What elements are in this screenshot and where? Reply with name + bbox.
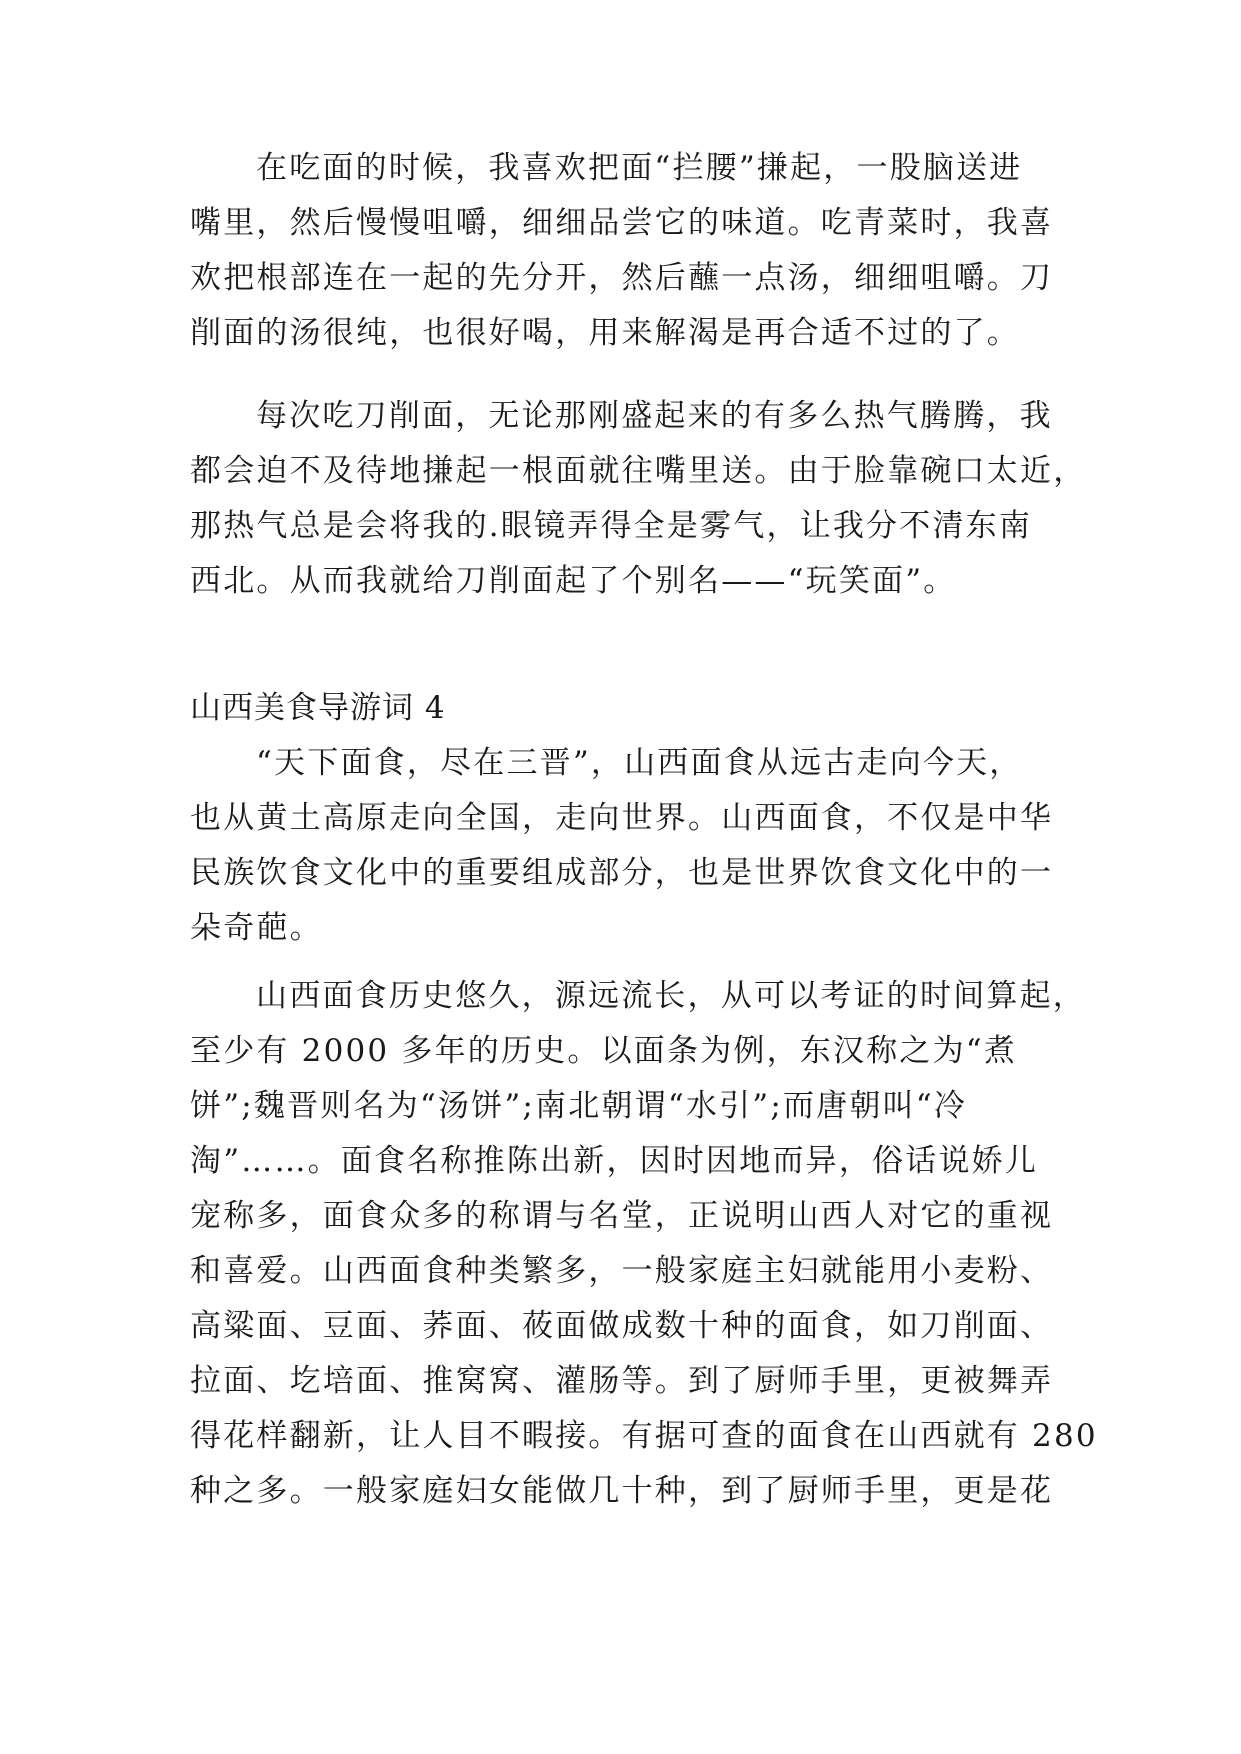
paragraph-line: 拉面、圪培面、推窝窝、灌肠等。到了厨师手里，更被舞弄 <box>190 1363 1054 1399</box>
paragraph-line: 饼”;魏晋则名为“汤饼”;南北朝谓“水引”;而唐朝叫“冷 <box>190 1088 968 1124</box>
paragraph-line: 都会迫不及待地搛起一根面就往嘴里送。由于脸靠碗口太近， <box>190 453 1087 489</box>
paragraph-line: “天下面食，尽在三晋”，山西面食从远古走向今天， <box>256 745 1023 781</box>
paragraph-line: 得花样翻新，让人目不暇接。有据可查的面食在山西就有 280 <box>190 1418 1098 1454</box>
paragraph-line: 和喜爱。山西面食种类繁多，一般家庭主妇就能用小麦粉、 <box>190 1253 1054 1289</box>
paragraph-line: 淘”……。面食名称推陈出新，因时因地而异，俗话说娇儿 <box>190 1143 1039 1179</box>
paragraph-line: 至少有 2000 多年的历史。以面条为例，东汉称之为“煮 <box>190 1033 1018 1069</box>
paragraph-line: 朵奇葩。 <box>190 910 323 946</box>
section-heading: 山西美食导游词 4 <box>190 690 446 726</box>
paragraph-line: 嘴里，然后慢慢咀嚼，细细品尝它的味道。吃青菜时，我喜 <box>190 205 1054 241</box>
paragraph-line: 高粱面、豆面、荞面、莜面做成数十种的面食，如刀削面、 <box>190 1308 1054 1344</box>
paragraph-line: 每次吃刀削面，无论那刚盛起来的有多么热气腾腾，我 <box>256 398 1053 434</box>
paragraph-line: 宠称多，面食众多的称谓与名堂，正说明山西人对它的重视 <box>190 1198 1054 1234</box>
paragraph-line: 削面的汤很纯，也很好喝，用来解渴是再合适不过的了。 <box>190 315 1020 351</box>
paragraph-line: 欢把根部连在一起的先分开，然后蘸一点汤，细细咀嚼。刀 <box>190 260 1054 296</box>
paragraph-line: 民族饮食文化中的重要组成部分，也是世界饮食文化中的一 <box>190 855 1054 891</box>
paragraph-line: 那热气总是会将我的.眼镜弄得全是雾气，让我分不清东南 <box>190 508 1033 544</box>
paragraph-line: 也从黄土高原走向全国，走向世界。山西面食，不仅是中华 <box>190 800 1054 836</box>
paragraph-line: 种之多。一般家庭妇女能做几十种，到了厨师手里，更是花 <box>190 1473 1054 1509</box>
paragraph-line: 山西面食历史悠久，源远流长，从可以考证的时间算起， <box>256 978 1086 1014</box>
paragraph-line: 西北。从而我就给刀削面起了个别名——“玩笑面”。 <box>190 563 957 599</box>
paragraph-line: 在吃面的时候，我喜欢把面“拦腰”搛起，一股脑送进 <box>256 150 1023 186</box>
